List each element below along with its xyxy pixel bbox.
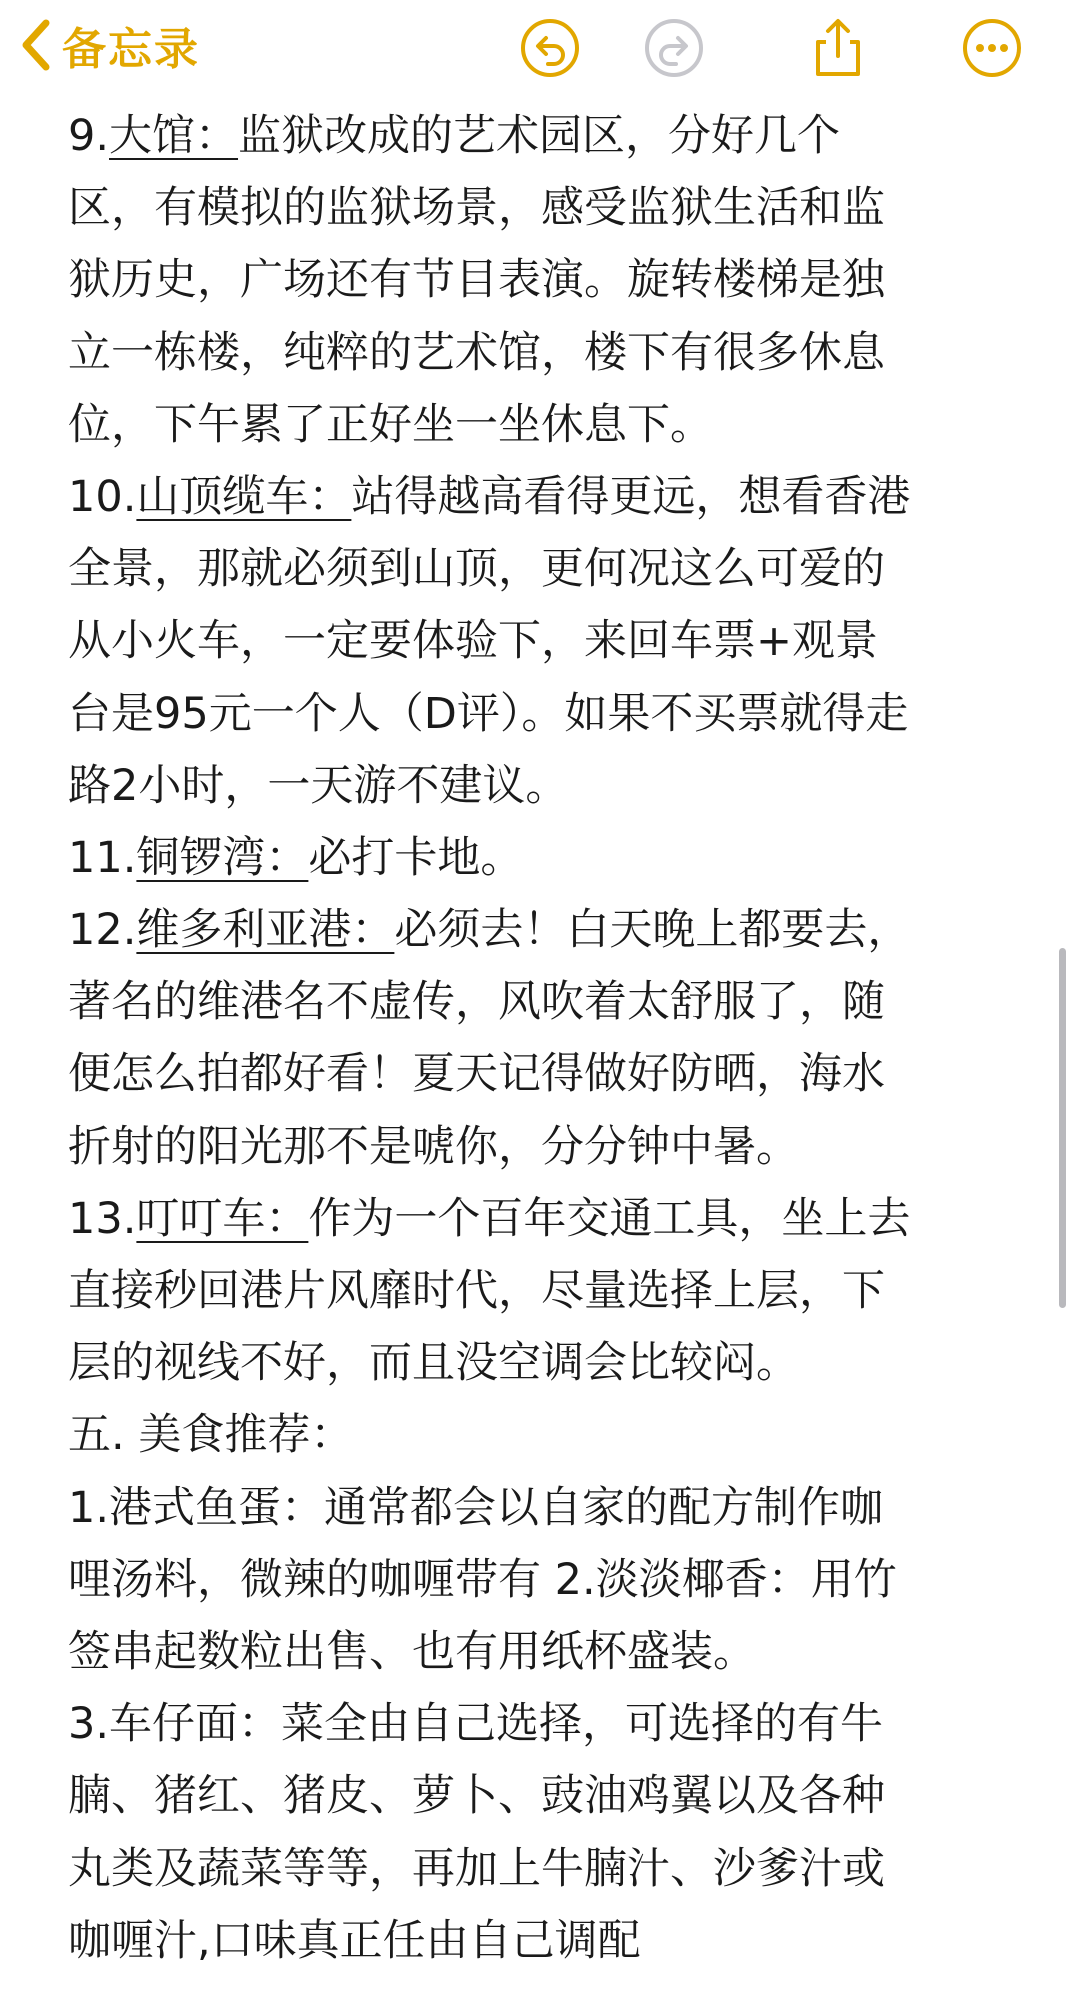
notes-toolbar xyxy=(0,0,1080,100)
note-line: 签串起数粒出售、也有用纸杯盛装。 xyxy=(68,1626,756,1677)
more-icon xyxy=(960,16,1024,80)
note-line: 9.大馆：监狱改成的艺术园区，分好几个 xyxy=(68,111,841,161)
undo-button[interactable] xyxy=(518,16,582,80)
section-heading: 五. 美食推荐： xyxy=(68,1410,354,1461)
note-line: 腩、猪红、猪皮、萝卜、豉油鸡翼以及各种 xyxy=(68,1771,885,1822)
item-title: 叮叮车： xyxy=(136,1193,309,1244)
note-line: 区，有模拟的监狱场景，感受监狱生活和监 xyxy=(68,183,885,234)
back-label: 备忘录 xyxy=(62,24,200,75)
note-line: 咖喱汁,口味真正任由自己调配 xyxy=(68,1915,641,1966)
note-line: 12.维多利亚港：必须去！白天晚上都要去， xyxy=(68,905,911,956)
redo-icon xyxy=(642,16,706,80)
item-title: 山顶缆车： xyxy=(136,471,352,522)
undo-icon xyxy=(518,16,582,80)
note-line: 10.山顶缆车：站得越高看得更远，想看香港 xyxy=(68,471,911,522)
note-line: 13.叮叮车：作为一个百年交通工具，坐上去 xyxy=(68,1193,911,1244)
scrollbar[interactable] xyxy=(1059,948,1066,1308)
redo-button[interactable] xyxy=(642,16,706,80)
note-line: 从小火车，一定要体验下，来回车票+观景 xyxy=(68,616,879,667)
note-line: 狱历史，广场还有节目表演。旋转楼梯是独 xyxy=(68,255,885,306)
note-line: 立一栋楼，纯粹的艺术馆，楼下有很多休息 xyxy=(68,327,885,378)
note-line: 3.车仔面：菜全由自己选择，可选择的有牛 xyxy=(68,1699,884,1750)
note-line: 折射的阳光那不是唬你，分分钟中暑。 xyxy=(68,1121,799,1172)
note-line: 便怎么拍都好看！夏天记得做好防晒，海水 xyxy=(68,1049,885,1100)
note-line: 著名的维港名不虚传，风吹着太舒服了，随 xyxy=(68,977,885,1028)
note-line: 1.港式鱼蛋：通常都会以自家的配方制作咖 xyxy=(68,1482,884,1533)
note-line: 直接秒回港片风靡时代，尽量选择上层，下 xyxy=(68,1266,885,1316)
note-line: 哩汤料，微辣的咖喱带有 2.淡淡椰香：用竹 xyxy=(68,1554,897,1605)
item-title: 维多利亚港： xyxy=(136,905,395,956)
note-line: 11.铜锣湾：必打卡地。 xyxy=(68,832,524,883)
back-button[interactable] xyxy=(20,14,200,76)
chevron-left-icon xyxy=(20,19,52,71)
item-title: 大馆： xyxy=(109,111,239,161)
note-line: 路2小时，一天游不建议。 xyxy=(68,760,569,811)
note-line: 丸类及蔬菜等等，再加上牛腩汁、沙爹汁或 xyxy=(68,1843,885,1894)
note-body[interactable] xyxy=(68,100,1008,1977)
share-button[interactable] xyxy=(806,16,870,80)
note-line: 全景，那就必须到山顶，更何况这么可爱的 xyxy=(68,544,885,595)
more-button[interactable] xyxy=(960,16,1024,80)
note-line: 层的视线不好，而且没空调会比较闷。 xyxy=(68,1338,799,1389)
share-icon xyxy=(806,16,870,80)
note-line: 台是95元一个人（D评）。如果不买票就得走 xyxy=(68,688,909,739)
item-title: 铜锣湾： xyxy=(136,832,309,883)
note-line: 位，下午累了正好坐一坐休息下。 xyxy=(68,399,713,450)
